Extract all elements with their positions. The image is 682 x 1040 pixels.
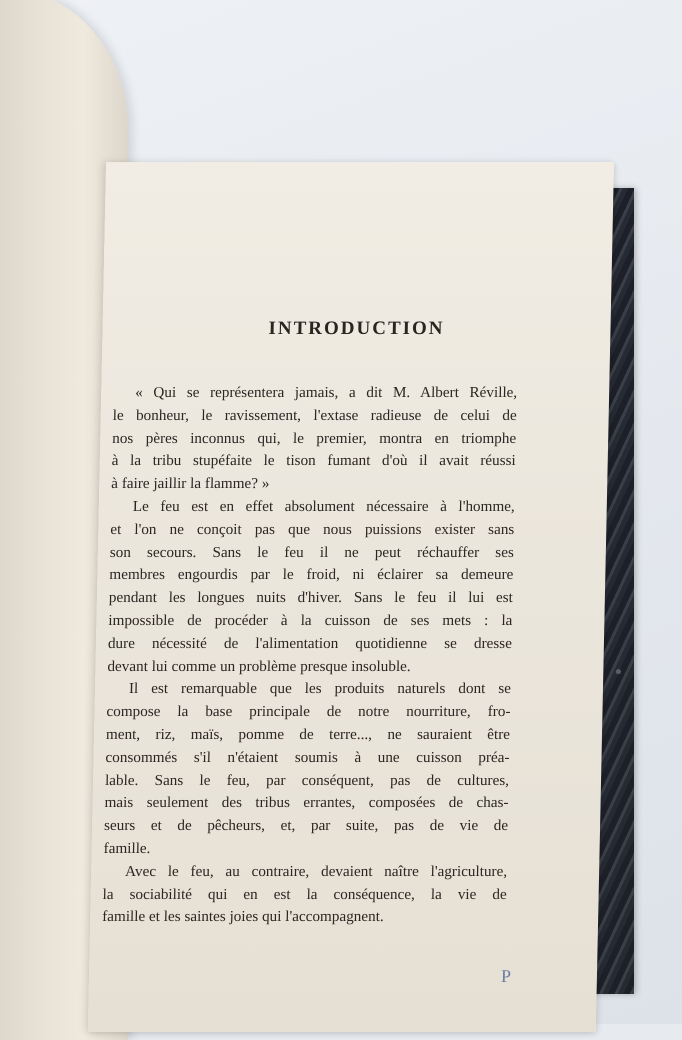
text-line: membres engourdis par le froid, ni éclairer sa demeure	[109, 566, 514, 584]
text-line: à faire jaillir la flamme? »	[111, 475, 270, 493]
text-line: Il est remarquable que les produits naturels dont se	[128, 680, 512, 698]
text-line: impossible de procéder à la cuisson de ses mets : la	[108, 611, 513, 629]
body-text	[102, 382, 517, 929]
paragraph	[107, 496, 515, 678]
text-line: son secours. Sans le feu il ne peut réchauffer ses	[109, 543, 515, 561]
text-line: consommés s'il n'étaient soumis à une cuisson préa-	[105, 748, 510, 766]
text-line: Le feu est en effet absolument nécessaire à l'homme,	[132, 497, 515, 515]
right-page	[88, 162, 614, 1032]
text-line: Avec le feu, au contraire, devaient naître l'agriculture,	[124, 862, 508, 880]
text-line: « Qui se représentera jamais, a dit M. Albert Réville,	[134, 384, 518, 401]
text-line: lable. Sans le feu, par conséquent, pas de cultures,	[104, 771, 510, 789]
text-line: à la tribu stupéfaite le tison fumant d'où il avait réussi	[111, 452, 516, 470]
text-line: ment, riz, maïs, pomme de terre..., ne sauraient être	[105, 725, 511, 743]
text-line: compose la base principale de notre nourriture, fro-	[106, 703, 511, 721]
text-line: nos pères inconnus qui, le premier, montra en triomphe	[112, 429, 517, 447]
text-line: devant lui comme un problème presque insoluble.	[107, 657, 411, 675]
text-line: la sociabilité qui en est la conséquence, la vie de	[102, 885, 507, 903]
paragraph	[103, 678, 511, 860]
library-stamp: P	[500, 966, 512, 986]
text-line: le bonheur, le ravissement, l'extase radieuse de celui de	[112, 406, 517, 424]
paragraph	[102, 861, 507, 929]
text-line: famille et les saintes joies qui l'accompagnent.	[102, 908, 384, 926]
paragraph	[111, 382, 517, 496]
text-line: famille.	[103, 839, 151, 857]
page-title: INTRODUCTION	[268, 318, 445, 339]
text-line: et l'on ne conçoit pas que nous puissions exister sans	[110, 520, 515, 538]
text-line: seurs et de pêcheurs, et, par suite, pas de vie de	[103, 817, 509, 835]
text-line: dure nécessité de l'alimentation quotidienne se dresse	[107, 634, 513, 652]
text-line: pendant les longues nuits d'hiver. Sans le feu il lui est	[108, 589, 514, 607]
text-line: mais seulement des tribus errantes, composées de chas-	[104, 794, 509, 812]
